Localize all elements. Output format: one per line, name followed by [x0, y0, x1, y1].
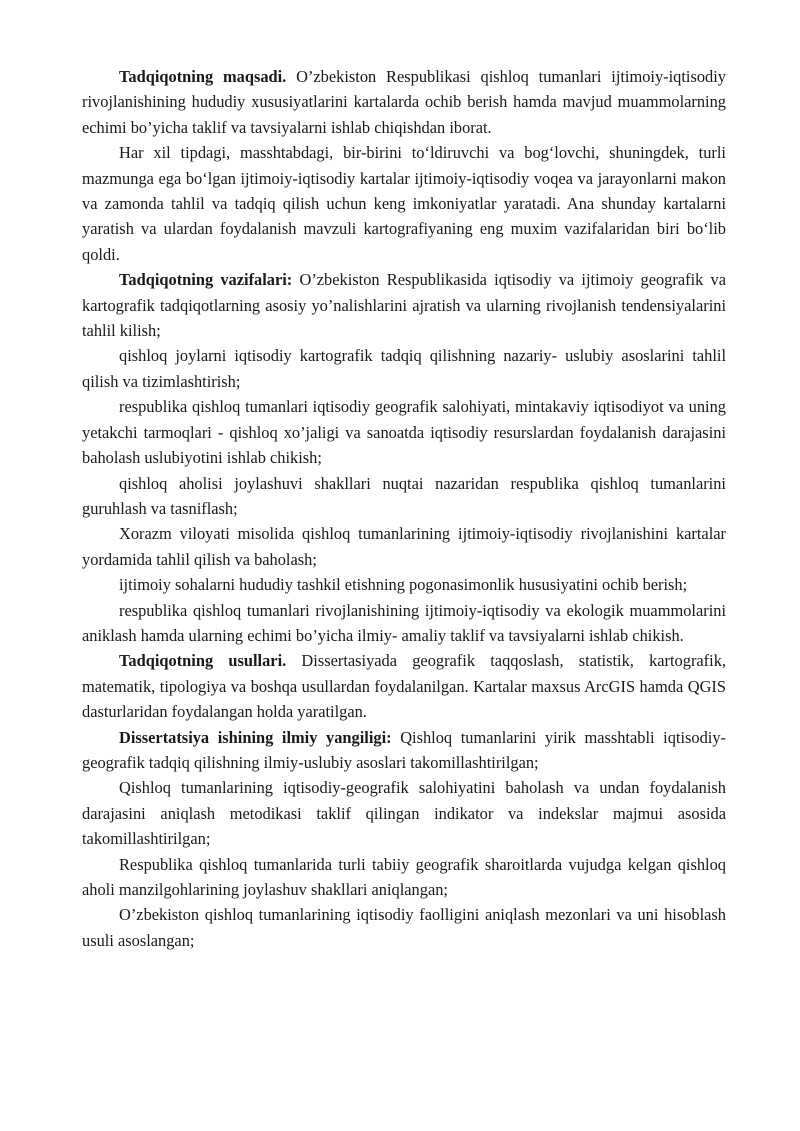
paragraph-novelty-item: [82, 852, 726, 903]
paragraph-task-item: [82, 521, 726, 572]
paragraph-scientific-novelty: [82, 725, 726, 776]
paragraph-lead: Tadqiqotning usullari.: [119, 651, 287, 671]
paragraph-research-methods: [82, 648, 726, 724]
paragraph-text: O’zbekiston Respublikasi qishloq tumanlari ijtimoiy-iqtisodiy rivojlanishining hududiy xususiyatlarini kartalarda ochib berish hamda mavjud muammolarning echimi bo’yicha taklif va tavsiyalarni ishlab chiqishdan iborat.: [82, 67, 727, 137]
paragraph-text: Har xil tipdagi, masshtabdagi, bir-birini to‘ldiruvchi va bog‘lovchi, shuningdek, turli mazmunga ega bo‘lgan ijtimoiy-iqtisodiy kartalar ijtimoiy-iqtisodiy voqea va jarayonlarni makon va zamonda tahlil va tadqiq qilish uchun keng imkoniyatlar yaratadi. Ana shunday kartalarni yaratish va ulardan foydalanish mavzuli kartografiyaning eng muxim vazifalaridan biri bo‘lib qoldi.: [82, 143, 726, 264]
paragraph-task-item: [82, 572, 726, 597]
paragraph-task-item: [82, 343, 726, 394]
paragraph-research-goal: [82, 64, 726, 140]
paragraph-text: Qishloq tumanlarining iqtisodiy-geografik salohiyatini baholash va undan foydalanish darajasini aniqlash metodikasi taklif qilingan indikator va indekslar majmui asosida takomillashtirilgan;: [82, 778, 726, 849]
paragraph-text: respublika qishloq tumanlari iqtisodiy geografik salohiyati, mintakaviy iqtisodiyot va uning yetakchi tarmoqlari - qishloq xo’jaligi va sanoatda iqtisodiy resurslardan foydalanish darajasini baholash uslubiyotini ishlab chikish;: [82, 397, 726, 468]
paragraph-text: O’zbekiston qishloq tumanlarining iqtisodiy faolligini aniqlash mezonlari va uni hisoblash usuli asoslangan;: [82, 905, 726, 950]
paragraph-text: qishloq aholisi joylashuvi shakllari nuqtai nazaridan respublika qishloq tumanlarini guruhlash va tasniflash;: [82, 473, 726, 518]
paragraph-novelty-item: [82, 775, 726, 851]
paragraph-text: Qishloq tumanlarini yirik masshtabli iqtisodiy-geografik tadqiq qilishning ilmiy-uslubiy asoslari takomillashtirilgan;: [82, 727, 726, 772]
paragraph-lead: Tadqiqotning vazifalari:: [119, 270, 293, 290]
paragraph-text: ijtimoiy sohalarni hududiy tashkil etishning pogonasimonlik hususiyatini ochib berish;: [119, 575, 688, 595]
paragraph-lead: Dissertatsiya ishining ilmiy yangiligi:: [119, 727, 392, 747]
paragraph-text: qishloq joylarni iqtisodiy kartografik tadqiq qilishning nazariy- uslubiy asoslarini tahlil qilish va tizimlashtirish;: [82, 346, 726, 391]
paragraph-text: O’zbekiston Respublikasida iqtisodiy va ijtimoiy geografik va kartografik tadqiqotlarning asosiy yo’nalishlarini ajratish va ularning rivojlanish tendensiyalarini tahlil kilish;: [82, 270, 726, 341]
paragraph-text: Dissertasiyada geografik taqqoslash, statistik, kartografik, matematik, tipologiya va boshqa usullardan foydalanilgan. Kartalar maxsus ArcGIS hamda QGIS dasturlaridan foydalangan holda yaratilgan.: [82, 651, 726, 722]
paragraph-text: respublika qishloq tumanlari rivojlanishining ijtimoiy-iqtisodiy va ekologik muammolarini aniklash hamda ularning echimi bo’yicha ilmiy- amaliy taklif va tavsiyalarni ishlab chikish.: [82, 600, 726, 645]
paragraph-text: Respublika qishloq tumanlarida turli tabiiy geografik sharoitlarda vujudga kelgan qishloq aholi manzilgohlarining joylashuv shakllari aniqlangan;: [82, 854, 726, 899]
paragraph-lead: Tadqiqotning maqsadi.: [119, 67, 287, 86]
paragraph-task-item: [82, 394, 726, 470]
document-page: [82, 64, 726, 953]
paragraph-task-item: [82, 598, 726, 649]
paragraph-task-item: [82, 471, 726, 522]
paragraph-novelty-item: [82, 902, 726, 953]
paragraph-maps-importance: [82, 140, 726, 267]
paragraph-text: Xorazm viloyati misolida qishloq tumanlarining ijtimoiy-iqtisodiy rivojlanishini kartalar yordamida tahlil qilish va baholash;: [82, 524, 726, 569]
paragraph-research-tasks: [82, 267, 726, 343]
